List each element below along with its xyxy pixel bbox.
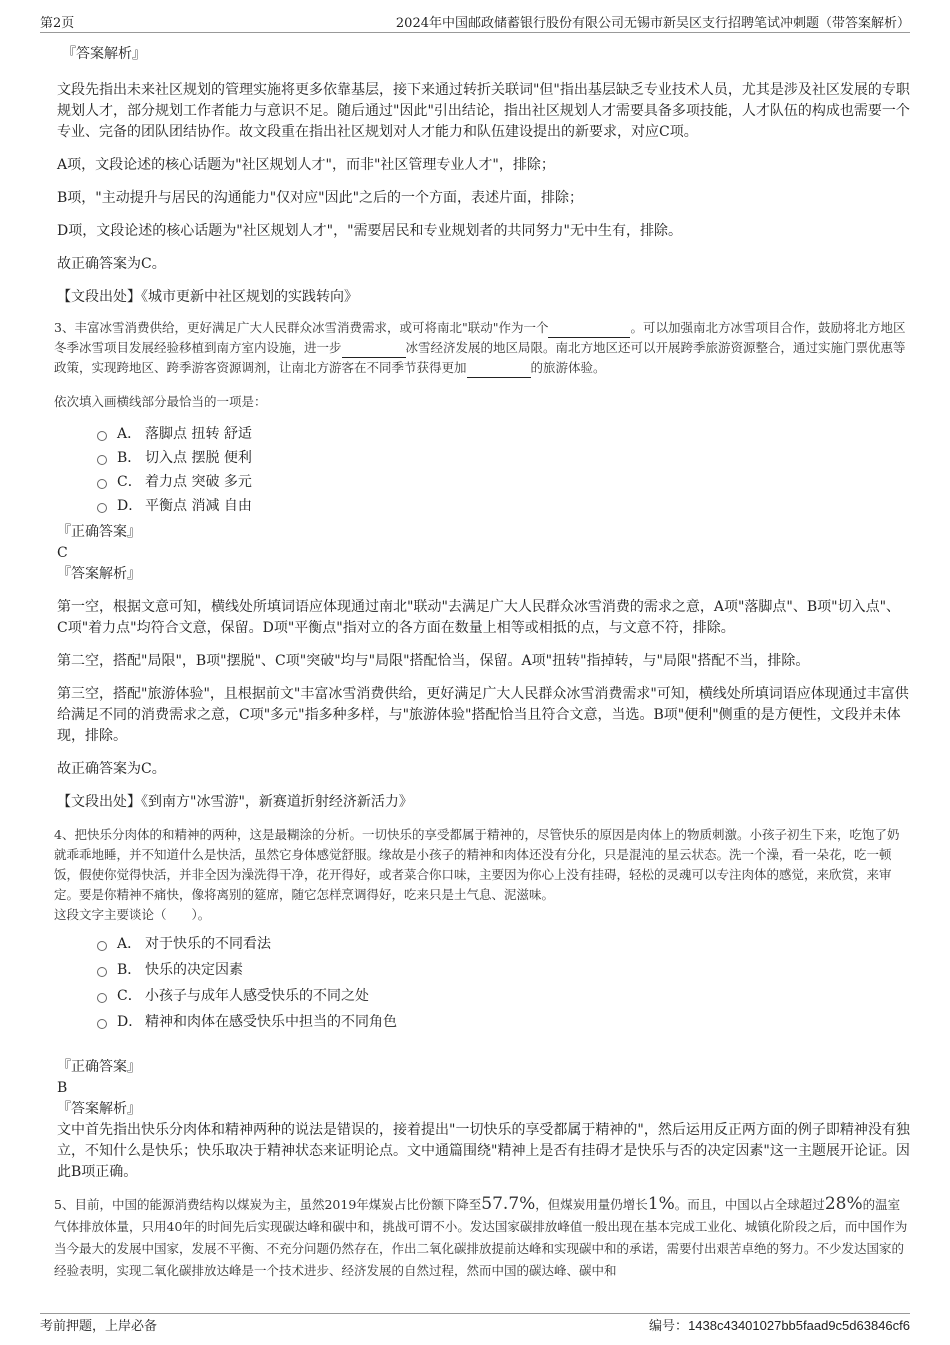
radio-icon[interactable] — [97, 503, 107, 513]
option-text: 对于快乐的不同看法 — [145, 936, 271, 952]
option-text: 着力点 突破 多元 — [145, 474, 252, 490]
q5-pct-1: 57.7% — [481, 1194, 536, 1214]
q2-analysis-option-d: D项，文段论述的核心话题为"社区规划人才"，"需要居民和专业规划者的共同努力"无中生有，排除。 — [57, 223, 682, 239]
q3-option-d[interactable] — [57, 494, 910, 518]
q5-pct-2: 1% — [647, 1194, 675, 1214]
q3-option-c[interactable] — [57, 470, 910, 494]
option-text: 精神和肉体在感受快乐中担当的不同角色 — [145, 1014, 397, 1030]
option-letter: D． — [117, 498, 143, 514]
option-text: 小孩子与成年人感受快乐的不同之处 — [145, 988, 369, 1004]
q3-answer: C — [57, 545, 68, 561]
main-content — [54, 44, 910, 1282]
option-text: 快乐的决定因素 — [145, 962, 243, 978]
page-header — [40, 10, 910, 33]
q4-option-a[interactable] — [57, 931, 910, 957]
q4-options — [57, 931, 910, 1035]
option-text: 落脚点 扭转 舒适 — [145, 426, 252, 442]
q2-analysis-option-a: A项，文段论述的核心话题为"社区规划人才"，而非"社区管理专业人才"，排除； — [57, 157, 555, 173]
q3-stem — [54, 318, 910, 378]
footer-code-label: 编号： — [649, 1319, 689, 1334]
q3-prompt: 依次填入画横线部分最恰当的一项是： — [54, 394, 267, 409]
q3-option-b[interactable] — [57, 446, 910, 470]
q5-stem-part2: ，但煤炭用量仍增长 — [535, 1197, 648, 1212]
option-letter: B． — [117, 450, 142, 466]
q4-analysis-label: 『答案解析』 — [57, 1101, 141, 1117]
q3-option-a[interactable] — [57, 422, 910, 446]
q3-stem-part2: 。可以加强南北方冰雪项目合作，鼓励将北方地区冬季冰雪项目发展经验移植到南方室内设施，进一步 — [54, 320, 906, 355]
q5-stem-part1: 5、目前，中国的能源消费结构以煤炭为主，虽然2019年煤炭占比份额下降至 — [54, 1197, 482, 1212]
footer-slogan: 考前押题，上岸必备 — [40, 1319, 158, 1334]
radio-icon[interactable] — [97, 941, 107, 951]
q3-options — [57, 422, 910, 518]
option-letter: D． — [117, 1014, 143, 1030]
q5-pct-3: 28% — [824, 1194, 863, 1214]
q3-analysis-label: 『答案解析』 — [57, 566, 141, 582]
q3-conclusion: 故正确答案为C。 — [57, 761, 166, 777]
page-footer — [40, 1313, 910, 1334]
q3-answer-label: 『正确答案』 — [57, 524, 141, 540]
radio-icon[interactable] — [97, 967, 107, 977]
option-text: 切入点 摆脱 便利 — [145, 450, 252, 466]
radio-icon[interactable] — [97, 993, 107, 1003]
radio-icon[interactable] — [97, 455, 107, 465]
page-number: 第2页 — [40, 15, 75, 31]
q4-answer-label: 『正确答案』 — [57, 1059, 141, 1075]
q4-option-c[interactable] — [57, 983, 910, 1009]
q3-analysis-p1: 第一空，根据文意可知，横线处所填词语应体现通过南北"联动"去满足广大人民群众冰雪消费的需求之意，A项"落脚点"、B项"切入点"、C项"着力点"均符合文意，保留。D项"平衡点"指对立的各方面在数量上相等或相抵的点，与文意不符，排除。 — [57, 599, 901, 636]
radio-icon[interactable] — [97, 1019, 107, 1029]
q2-analysis-option-b: B项，"主动提升与居民的沟通能力"仅对应"因此"之后的一个方面，表述片面，排除； — [57, 190, 584, 206]
q3-analysis-p3: 第三空，搭配"旅游体验"，且根据前文"丰富冰雪消费供给，更好满足广大人民群众冰雪消费需求"可知，横线处所填词语应体现通过丰富供给满足不同的消费需求之意，C项"多元"指多种多样，与"旅游体验"搭配恰当且符合文意，当选。B项"便利"侧重的是方便性，文段并未体现，排除。 — [57, 686, 909, 744]
q3-stem-part4: 的旅游体验。 — [530, 360, 606, 375]
footer-code — [649, 1315, 910, 1334]
q2-source: 【文段出处】《城市更新中社区规划的实践转向》 — [57, 289, 358, 305]
option-letter: A． — [117, 936, 142, 952]
q3-blank-1 — [548, 323, 630, 338]
radio-icon[interactable] — [97, 479, 107, 489]
q4-option-b[interactable] — [57, 957, 910, 983]
q3-blank-3 — [467, 363, 531, 378]
q4-option-d[interactable] — [57, 1009, 910, 1035]
option-text: 平衡点 消减 自由 — [145, 498, 252, 514]
q3-stem-part1: 3、丰富冰雪消费供给，更好满足广大人民群众冰雪消费需求，或可将南北"联动"作为一个 — [54, 320, 549, 335]
q2-analysis-label: 『答案解析』 — [62, 46, 146, 62]
q2-analysis-paragraph: 文段先指出未来社区规划的管理实施将更多依靠基层，接下来通过转折关联词"但"指出基层缺乏专业技术人员，尤其是涉及社区发展的专职规划人才，部分规划工作者能力与意识不足。随后通过"因此"引出结论，指出社区规划人才需要具备多项技能，人才队伍的构成也需要一个专业、完备的团队团结协作。故文段重在指出社区规划对人才能力和队伍建设提出的新要求，对应C项。 — [57, 82, 910, 140]
option-letter: C． — [117, 474, 142, 490]
q4-analysis: 文中首先指出快乐分肉体和精神两种的说法是错误的，接着提出"一切快乐的享受都属于精神的"，然后运用反正两方面的例子即精神没有独立，不知什么是快乐；快乐取决于精神状态来证明论点。文中通篇围绕"精神上是否有挂碍才是快乐与否的决定因素"这一主题展开论证。因此B项正确。 — [57, 1122, 910, 1180]
q5-stem — [54, 1193, 910, 1282]
q4-prompt: 这段文字主要谈论（ ）。 — [54, 907, 211, 922]
q3-source: 【文段出处】《到南方"冰雪游"，新赛道折射经济新活力》 — [57, 794, 413, 810]
radio-icon[interactable] — [97, 431, 107, 441]
q4-answer: B — [57, 1080, 68, 1096]
footer-code-value: 1438c43401027bb5faad9c5d63846cf6 — [688, 1318, 910, 1333]
q4-stem: 4、把快乐分肉体的和精神的两种，这是最糊涂的分析。一切快乐的享受都属于精神的，尽管快乐的原因是肉体上的物质刺激。小孩子初生下来，吃饱了奶就乖乖地睡，并不知道什么是快活，虽然它身体感觉舒服。缘故是小孩子的精神和肉体还没有分化，只是混沌的星云状态。洗一个澡，看一朵花，吃一顿饭，假使你觉得快活，并非全因为澡洗得干净，花开得好，或者菜合你口味，主要因为你心上没有挂碍，轻松的灵魂可以专注肉体的感觉，来欣赏，来审定。要是你精神不痛快，像将离别的筵席，随它怎样烹调得好，吃来只是土气息、泥滋味。 — [54, 827, 900, 902]
q2-conclusion: 故正确答案为C。 — [57, 256, 166, 272]
option-letter: A． — [117, 426, 142, 442]
q3-analysis-p2: 第二空，搭配"局限"，B项"摆脱"、C项"突破"均与"局限"搭配恰当，保留。A项"扭转"指掉转，与"局限"搭配不当，排除。 — [57, 653, 810, 669]
q5-stem-part3: 。而且，中国以占全球超过 — [674, 1197, 825, 1212]
q5-stem-part4: 的温室气体排放体量，只用40年的时间先后实现碳达峰和碳中和，挑战可谓不小。发达国家碳排放峰值一般出现在基本完成工业化、城镇化阶段之后，而中国作为当今最大的发展中国家，发展不平衡、不充分问题仍然存在，作出二氧化碳排放提前达峰和实现碳中和的承诺，需要付出艰苦卓绝的努力。不少发达国家的经验表明，实现二氧化碳排放达峰是一个技术进步、经济发展的自然过程，然而中国的碳达峰、碳中和 — [54, 1197, 908, 1278]
option-letter: B． — [117, 962, 142, 978]
q3-stem-part3: 冰雪经济发展的地区局限。南北方地区还可以开展跨季旅游资源整合，通过实施门票优惠等政策，实现跨地区、跨季游客资源调剂，让南北方游客在不同季节获得更加 — [54, 340, 906, 375]
document-title: 2024年中国邮政储蓄银行股份有限公司无锡市新吴区支行招聘笔试冲刺题（带答案解析） — [395, 15, 910, 31]
q3-blank-2 — [342, 343, 406, 358]
option-letter: C． — [117, 988, 142, 1004]
